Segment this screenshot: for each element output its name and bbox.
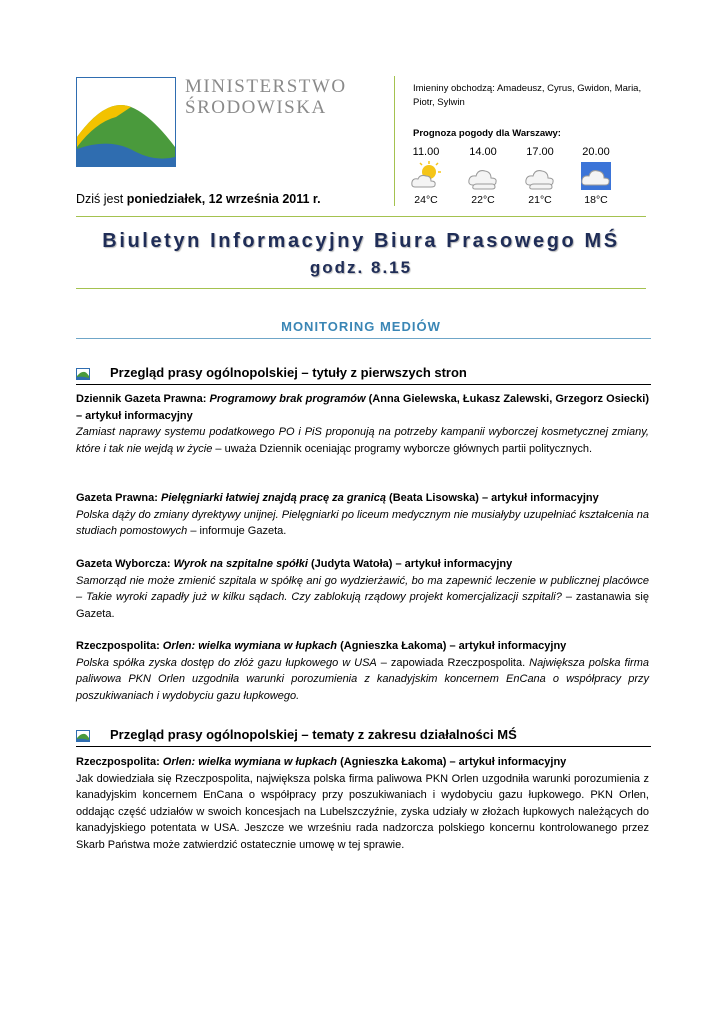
article [76,556,649,622]
forecast-time: 11.00 [412,146,440,158]
night-cloud-icon [579,161,613,191]
forecast-temp: 22°C [471,194,495,206]
forecast-temp: 21°C [528,194,552,206]
article-text: – uważa Dziennik oceniając programy wyborcze głównych partii politycznych. [212,442,593,455]
article [76,638,649,704]
section-bullet-icon [76,729,90,741]
article [76,754,649,853]
forecast-title: Prognoza pogody dla Warszawy: [413,128,561,139]
forecast-time: 14.00 [469,146,497,158]
section-title: Przegląd prasy ogólnopolskiej – tematy z zakresu działalności MŚ [110,727,517,742]
article-source: Gazeta Wyborcza: [76,558,174,570]
article-lead: Zamiast naprawy systemu podatkowego PO i PiS proponują na potrzeby kampanii wyborczej kosmetycznej zmiany, które i tak nie wejdą w życie [76,426,649,455]
article-source: Rzeczpospolita: [76,640,163,652]
forecast-item [520,146,560,206]
forecast-temp: 18°C [584,194,608,206]
section-title: Przegląd prasy ogólnopolskiej – tytuły z pierwszych stron [110,365,467,380]
monitoring-rule [76,338,651,339]
monitoring-heading: MONITORING MEDIÓW [281,319,441,334]
forecast-time: 20.00 [582,146,610,158]
article-source: Rzeczpospolita: [76,756,163,768]
bulletin-time: godz. 8.15 [309,258,413,277]
current-date [76,192,321,206]
article-title: Wyrok na szpitalne spółki [173,558,308,570]
forecast-item [463,146,503,206]
article-meta: (Judyta Watoła) – artykuł informacyjny [307,558,513,570]
article-text: – informuje Gazeta. [187,525,287,537]
article-lead-continued: Największa polska firma paliwowa PKN Orlen uzgodniła warunki porozumienia z kanadyjskim koncernem EnCana o współpracy przy poszukiwaniach i wydobyciu gazu łupkowego. [76,656,649,702]
article-meta: (Agnieszka Łakoma) – artykuł informacyjny [337,756,567,768]
article-source: Gazeta Prawna: [76,492,161,504]
section-bullet-icon [76,367,90,379]
article-lead: Polska spółka zyska dostęp do złóż gazu łupkowego w USA [76,656,377,669]
forecast-time: 17.00 [526,146,554,158]
article-title: Programowy brak programów [209,393,366,405]
article-lead: Polska dąży do zmiany dyrektywy unijnej. Pielęgniarki po liceum medycznym nie musiałyby uzupełniać kształcenia na studiach pomostowych [76,508,649,537]
article [76,391,649,457]
cloud-icon [523,161,557,191]
article-title: Orlen: wielka wymiana w łupkach [162,756,338,768]
article [76,490,649,540]
logo-line1: MINISTERSTWO [185,76,347,97]
section-heading [76,726,651,747]
title-rule [76,288,646,289]
header-divider [394,76,395,206]
article-lead: Samorząd nie może zmienić szpitala w spółkę ani go wydzierżawić, bo ma zapewnić leczenie w publicznej placówce – Takie wyroki zapadły już w kilku sądach. Czy zablokują rządowy projekt komercjalizacji szpitali? [76,574,649,603]
article-title: Pielęgniarki łatwiej znajdą pracę za granicą [160,492,386,504]
names-day: Imieniny obchodzą: Amadeusz, Cyrus, Gwidon, Maria, Piotr, Sylwin [413,83,642,108]
article-meta: (Anna Gielewska, Łukasz Zalewski, Grzegorz Osiecki) – artykuł informacyjny [76,393,649,422]
article-text: Jak dowiedziała się Rzeczpospolita, największa polska firma paliwowa PKN Orlen uzgodniła warunki porozumienia z kanadyjskim koncernem EnCana o współpracy przy poszukiwaniach i wydobyciu gazu łupkowego. PKN Orlen, oddając część udziałów w swoich koncesjach na Lubelszczyźnie, zyska udziały w złożach łupkowych należących do kanadyjskiego potentata w USA. Jeszcze we wrześniu rada nadzorcza polskiego koncernu kontrolowanego przez Skarb Państwa może zatwierdzić ostatecznie umowę w tej sprawie. [76,772,649,851]
cloud-icon [466,161,500,191]
bulletin-title: Biuletyn Informacyjny Biura Prasowego MŚ [102,230,620,252]
forecast-item [576,146,616,206]
section-heading [76,364,651,385]
article-text: – zastanawia się Gazeta. [76,591,649,620]
article-meta: (Beata Lisowska) – artykuł informacyjny [385,492,599,504]
forecast-temp: 24°C [414,194,438,206]
article-meta: (Agnieszka Łakoma) – artykuł informacyjny [337,640,567,652]
header-rule [76,216,646,217]
logo-wordmark [185,76,347,118]
forecast-item [406,146,446,206]
logo-line2: ŚRODOWISKA [185,97,327,118]
date-value: poniedziałek, 12 września 2011 r. [126,192,321,206]
article-source: Dziennik Gazeta Prawna: [76,393,210,405]
date-prefix: Dziś jest [76,192,127,206]
ministry-logo [76,77,176,167]
partly-sunny-icon [409,161,443,191]
article-text: – zapowiada Rzeczpospolita. [376,656,530,669]
article-title: Orlen: wielka wymiana w łupkach [162,640,338,652]
